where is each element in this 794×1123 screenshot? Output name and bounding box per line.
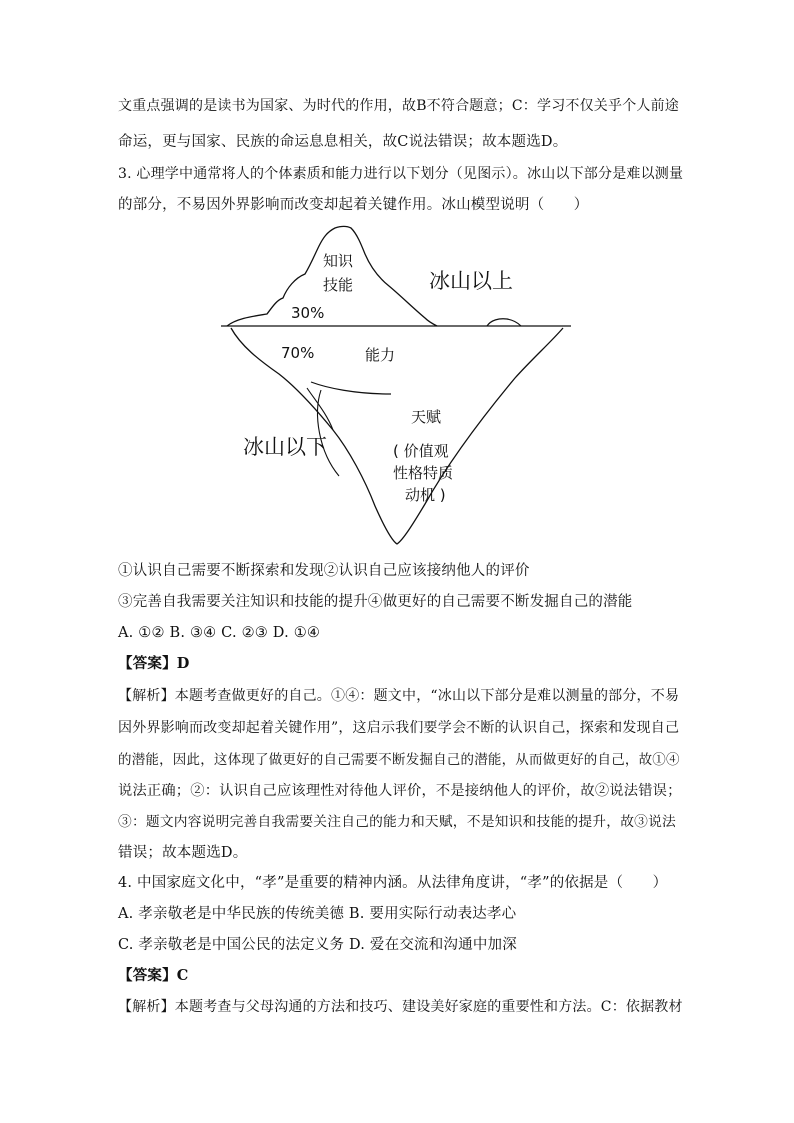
analysis-line: 错误；故本题选D。 bbox=[118, 845, 248, 861]
ice-floe bbox=[487, 319, 521, 326]
question-4-options: C. 孝亲敬老是中国公民的法定义务 D. 爱在交流和沟通中加深 bbox=[118, 937, 517, 953]
answer-choices: A. ①② B. ③④ C. ②③ D. ①④ bbox=[118, 625, 321, 641]
question-4-options: A. 孝亲敬老是中华民族的传统美德 B. 要用实际行动表达孝心 bbox=[118, 906, 517, 922]
analysis-line: 说法正确；②：认识自己应该理性对待他人评价，不是接纳他人的评价，故②说法错误； bbox=[118, 783, 682, 799]
question-4-stem: 4. 中国家庭文化中，“孝”是重要的精神内涵。从法律角度讲，“孝”的依据是（ ） bbox=[118, 875, 668, 891]
traits-label-3: 动机 ) bbox=[405, 486, 446, 504]
answer-label: 【答案】D bbox=[118, 655, 190, 672]
analysis-line: 因外界影响而改变却起着关键作用”，这启示我们要学会不断的认识自己，探索和发现自己 bbox=[118, 720, 680, 736]
traits-label-2: 性格特质 bbox=[393, 464, 454, 482]
talent-label: 天赋 bbox=[411, 408, 442, 426]
text-line: 文重点强调的是读书为国家、为时代的作用，故B不符合题意；C：学习不仅关乎个人前途 bbox=[118, 98, 679, 114]
analysis-line: ③：题文内容说明完善自我需要关注自己的能力和天赋，不是知识和技能的提升，故③说法 bbox=[118, 814, 677, 830]
option-line: ①认识自己需要不断探索和发现②认识自己应该接纳他人的评价 bbox=[118, 563, 530, 579]
above-water-label: 冰山以上 bbox=[429, 269, 513, 293]
analysis-line: 【解析】本题考查与父母沟通的方法和技巧、建设美好家庭的重要性和方法。C：依据教材 bbox=[118, 999, 683, 1015]
pct-below-label: 70% bbox=[281, 344, 315, 362]
analysis-line: 【解析】本题考查做更好的自己。①④：题文中，“冰山以下部分是难以测量的部分，不易 bbox=[118, 688, 680, 704]
analysis-line: 的潜能，因此，这体现了做更好的自己需要不断发掘自己的潜能，从而做更好的自己，故①④ bbox=[118, 752, 680, 768]
question-3-stem: 3. 心理学中通常将人的个体素质和能力进行以下划分（见图示）。冰山以下部分是难以测量 bbox=[118, 166, 684, 182]
ability-division bbox=[311, 382, 391, 394]
pct-above-label: 30% bbox=[291, 304, 325, 322]
below-water-label: 冰山以下 bbox=[243, 435, 327, 459]
text-line: 命运，更与国家、民族的命运息息相关，故C说法错误；故本题选D。 bbox=[118, 134, 568, 150]
question-3-stem: 的部分，不易因外界影响而改变却起着关键作用。冰山模型说明（ ） bbox=[118, 197, 589, 213]
ability-label: 能力 bbox=[365, 346, 396, 364]
answer-label: 【答案】C bbox=[118, 967, 189, 984]
iceberg-diagram bbox=[215, 218, 575, 550]
traits-label-1: ( 价值观 bbox=[393, 442, 449, 460]
knowledge-label: 知识 bbox=[323, 252, 354, 270]
skill-label: 技能 bbox=[323, 276, 354, 294]
option-line: ③完善自我需要关注知识和技能的提升④做更好的自己需要不断发掘自己的潜能 bbox=[118, 594, 633, 610]
